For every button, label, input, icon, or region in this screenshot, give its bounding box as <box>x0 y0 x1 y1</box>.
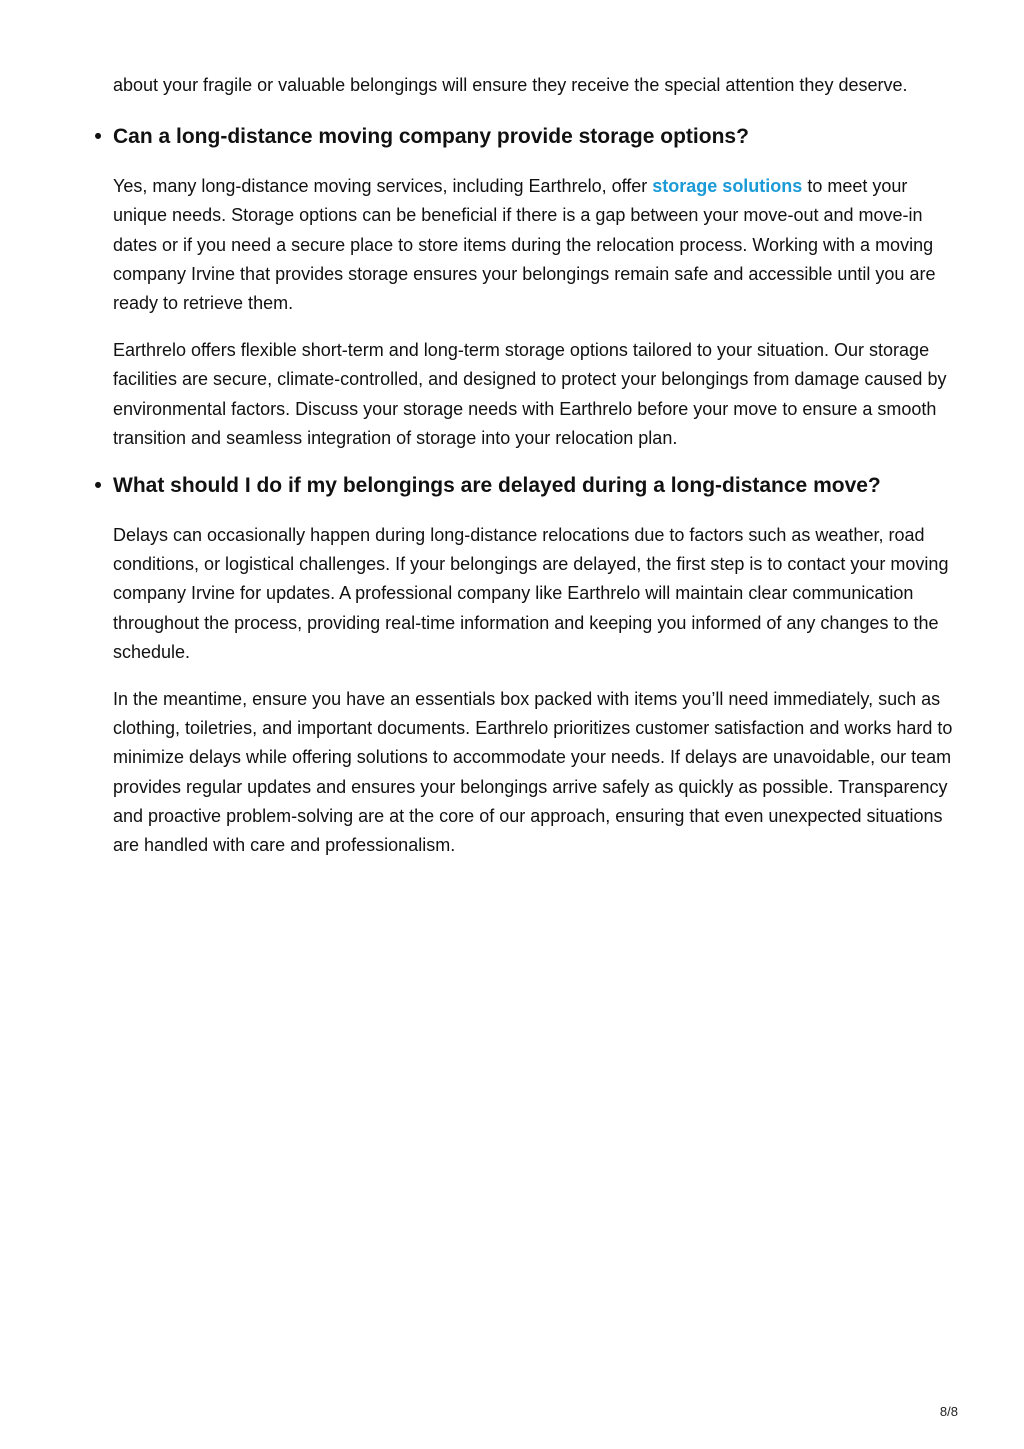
bullet-icon: • <box>94 125 102 149</box>
faq-question-text: Can a long-distance moving company provide storage options? <box>113 125 749 149</box>
faq-question-text: What should I do if my belongings are delayed during a long-distance move? <box>113 474 881 498</box>
faq-question <box>94 122 963 152</box>
answer-text: to meet your unique needs. Storage options can be beneficial if there is a gap between your move-out and move-in dates or if you need a secure place to store items during the relocation process. Working with a moving company Irvine that provides storage ensures your belongings remain safe and accessible until you are ready to retrieve them. <box>113 176 936 314</box>
document-page <box>94 71 963 878</box>
faq-answer-paragraph: Earthrelo offers flexible short-term and long-term storage options tailored to your situation. Our storage facilities are secure, climate-controlled, and designed to protect your belongings from damage caused by environmental factors. Discuss your storage needs with Earthrelo before your move to ensure a smooth transition and seamless integration of storage into your relocation plan. <box>113 340 947 448</box>
storage-solutions-link[interactable]: storage solutions <box>652 176 803 197</box>
faq-item-storage <box>94 122 963 453</box>
faq-answer-paragraph: In the meantime, ensure you have an essentials box packed with items you’ll need immediately, such as clothing, toiletries, and important documents. Earthrelo prioritizes customer satisfaction and works hard to minimize delays while offering solutions to accommodate your needs. If delays are unavoidable, our team provides regular updates and ensures your belongings arrive safely as quickly as possible. Transparency and proactive problem-solving are at the core of our approach, ensuring that even unexpected situations are handled with care and professionalism. <box>113 689 953 856</box>
faq-question <box>94 471 963 501</box>
faq-answer-paragraph: Delays can occasionally happen during long-distance relocations due to factors such as weather, road conditions, or logistical challenges. If your belongings are delayed, the first step is to contact your moving company Irvine for updates. A professional company like Earthrelo will maintain clear communication throughout the process, providing real-time information and keeping you informed of any changes to the schedule. <box>113 525 949 662</box>
bullet-icon: • <box>94 474 102 498</box>
page-number: 8/8 <box>939 1404 958 1419</box>
faq-answer-paragraph <box>113 172 963 318</box>
answer-text: Yes, many long-distance moving services, including Earthrelo, offer <box>113 176 653 197</box>
faq-item-delays <box>94 471 963 860</box>
intro-paragraph: about your fragile or valuable belongings will ensure they receive the special attention they deserve. <box>113 75 908 95</box>
